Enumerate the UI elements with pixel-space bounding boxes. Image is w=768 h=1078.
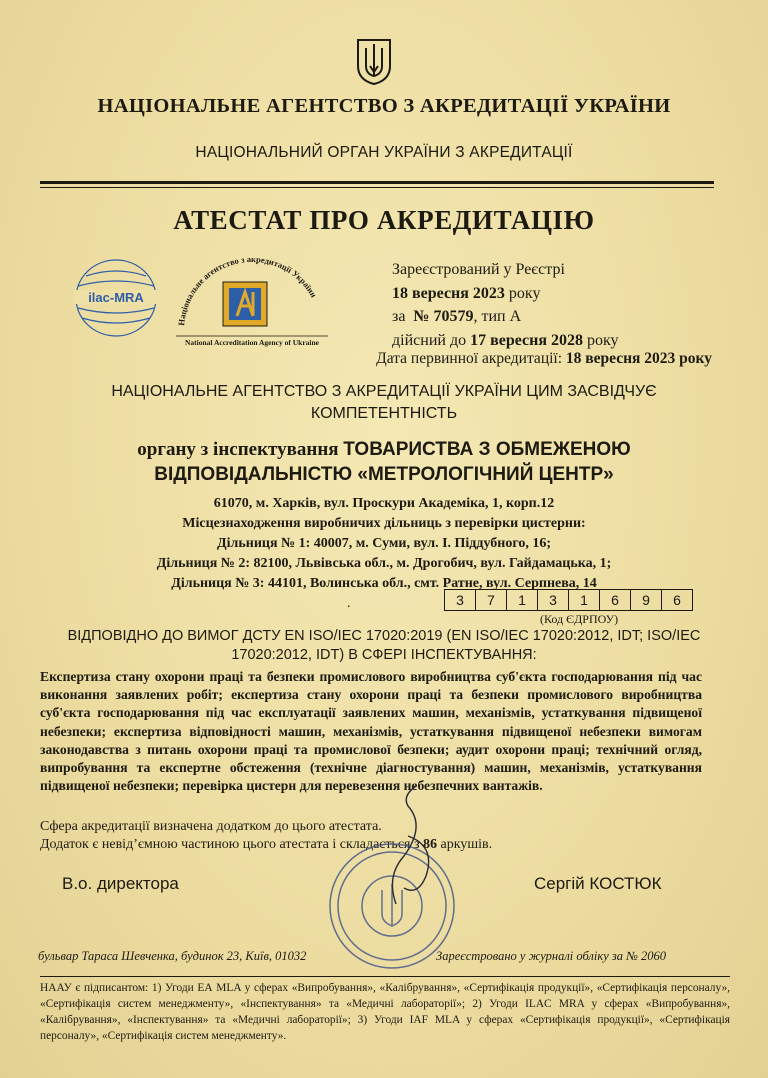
- address-line: Дільниця № 2: 82100, Львівська обл., м. Дрогобич, вул. Гайдамацька, 1;: [156, 556, 612, 571]
- footer-divider: [40, 976, 730, 977]
- edrpou-label: (Код ЄДРПОУ): [540, 612, 619, 626]
- registry-number-line: за № 70579, тип А: [392, 308, 522, 325]
- body-name: ТОВАРИСТВА З ОБМЕЖЕНОЮ ВІДПОВІДАЛЬНІСТЮ «МЕТРОЛОГІЧНИЙ ЦЕНТР»: [154, 439, 631, 485]
- edrpou-digit: 3: [444, 589, 476, 611]
- body-type: органу з інспектування: [137, 439, 344, 460]
- address-line: Дільниця № 1: 40007, м. Суми, вул. І. Піддубного, 16;: [216, 536, 552, 551]
- registry-line: Зареєстрований у Реєстрі: [392, 261, 565, 278]
- ilac-logo-text: ilac-MRA: [88, 290, 144, 305]
- scope-text: Експертиза стану охорони праці та безпеки промислового виробництва суб'єкта господарювання під час виконання заявлених робіт; експертиза стану охорони праці та безпеки промислового виробництва суб'єкта господарювання під час експлуатації заявлених машин, механізмів, устаткування підвищеної небезпеки; експертиза відповідності машин, механізмів, устаткування підвищеної небезпеки вимогам законодавства з питань охорони праці та промислової безпеки; аудит охорони праці; технічний огляд, випробування та експертне обстеження (технічне діагностування) машин, механізмів, устаткування підвищеної небезпеки; перевірка цистерн для перевезення небезпечних вантажів.: [40, 669, 702, 794]
- ilac-mra-logo: [72, 256, 160, 340]
- registration-block: [392, 258, 619, 352]
- first-accreditation-date: Дата первинної акредитації: 18 вересня 2023 року: [376, 350, 712, 367]
- certifies-statement: НАЦІОНАЛЬНЕ АГЕНТСТВО З АКРЕДИТАЦІЇ УКРАЇНИ ЦИМ ЗАСВІДЧУЄ КОМПЕТЕНТНІСТЬ: [111, 383, 657, 422]
- naau-logo: [168, 244, 334, 348]
- agency-title: НАЦІОНАЛЬНЕ АГЕНТСТВО З АКРЕДИТАЦІЇ УКРАЇНИ: [97, 95, 671, 117]
- address-block: [40, 494, 728, 594]
- standard-statement: ВІДПОВІДНО ДО ВИМОГ ДСТУ EN ISO/IEC 17020:2019 (EN ISO/IEC 17020:2012, IDT; ISO/IEC 17020:2012, IDT) В СФЕРІ ІНСПЕКТУВАННЯ:: [67, 628, 701, 663]
- validity-line: дійсний до 17 вересня 2028 року: [392, 331, 619, 349]
- scope-note-annex: Сфера акредитації визначена додатком до цього атестата.: [40, 819, 382, 834]
- trident-icon: [354, 36, 394, 86]
- edrpou-digit: 3: [537, 589, 569, 611]
- agency-address: бульвар Тараса Шевченка, будинок 23, Київ, 01032: [38, 949, 307, 963]
- accredited-body: [40, 437, 728, 487]
- address-line: Місцезнаходження виробничих дільниць з перевірки цистерни:: [182, 516, 586, 531]
- director-signature: [356, 776, 466, 906]
- edrpou-digit: 1: [568, 589, 600, 611]
- address-line: Дільниця № 3: 44101, Волинська обл., смт. Ратне, вул. Серпнева, 14: [171, 576, 597, 591]
- edrpou-digit: 1: [506, 589, 538, 611]
- edrpou-digit: 9: [630, 589, 662, 611]
- agency-subtitle: НАЦІОНАЛЬНИЙ ОРГАН УКРАЇНИ З АКРЕДИТАЦІЇ: [195, 144, 573, 161]
- edrpou-digit: 6: [599, 589, 631, 611]
- document-title: АТЕСТАТ ПРО АКРЕДИТАЦІЮ: [173, 205, 595, 235]
- naau-caption: National Accreditation Agency of Ukraine: [184, 338, 320, 347]
- address-line: 61070, м. Харків, вул. Проскури Академіка, 1, корп.12: [213, 496, 555, 511]
- journal-registration: Зареєстровано у журналі обліку за № 2060: [436, 949, 667, 963]
- naau-arc-text: Національне агентство з акредитації України: [176, 253, 320, 327]
- footnote: НААУ є підписантом: 1) Угоди ЕА MLA у сферах «Випробування», «Калібрування», «Сертифікація продукції», «Сертифікація персоналу», «Сертифікація систем менеджменту», «Інспектування» та «Медичні лабораторії»; 2) Угоди ILAC MRA у сферах «Випробування», «Калібрування», «Інспектування» та «Медичні лабораторії»; 3) Угоди IAF MLA у сферах «Сертифікація продукції», «Сертифікація персоналу», «Сертифікація систем менеджменту».: [40, 982, 730, 1042]
- signatory-name: Сергій КОСТЮК: [534, 874, 662, 893]
- scope-note-sheets: Додаток є невід’ємною частиною цього атестата і складається з 86 аркушів.: [40, 837, 493, 852]
- certificate-page: НАЦІОНАЛЬНЕ АГЕНТСТВО З АКРЕДИТАЦІЇ УКРАЇНИ НАЦІОНАЛЬНИЙ ОРГАН УКРАЇНИ З АКРЕДИТАЦІЇ АТЕСТАТ ПРО АКРЕДИТАЦІЮ ilac-MRA Національне агентство з акредитації України National Accreditation Agency of Ukraine Зареєстрований у Реєстрі 18 вересня 2023 року за № 70579, тип А дійсний до 17 вересня 2028 року Дата первинної акредитації: 18 вересня 2023 року НАЦІОНАЛЬНЕ АГЕНТСТВО З АКРЕДИТАЦІЇ УКРАЇНИ ЦИМ ЗАСВІДЧУЄ КОМПЕТЕНТНІСТЬ органу з інспектування ТОВАРИСТВА З ОБМЕЖЕНОЮ ВІДПОВІДАЛЬНІСТЮ «МЕТРОЛОГІЧНИЙ ЦЕНТР» 61070, м. Харків, вул. Проскури Академіка, 1, корп.12 Місцезнаходження виробничих дільниць з перевірки цистерни: Дільниця № 1: 40007, м. Суми, вул. І. Піддубного, 16; Дільниця № 2: 82100, Львівська обл., м. Дрогобич, вул. Гайдамацька, 1; Дільниця № 3: 44101, Волинська обл., смт. Ратне, вул. Серпнева, 14 . 3 7 1 3 1 6 9 6 (Код ЄДРПОУ) ВІДПОВІДНО ДО ВИМОГ ДСТУ EN ISO/IEC 17020:2019 (EN ISO/IEC 17020:2012, IDT; ISO/IEC 17020:2012, IDT) В СФЕРІ ІНСПЕКТУВАННЯ: Експертиза стану охорони праці та безпеки промислового виробництва суб'єкта господарювання під час виконання заявлених робіт; експертиза стану охорони праці та безпеки промислового виробництва суб'єкта господарювання під час експлуатації заявлених машин, механізмів, устаткування підвищеної небезпеки; експертиза відповідності машин, механізмів, устаткування підвищеної небезпеки вимогам законодавства з питань охорони праці та промислової безпеки; аудит охорони праці; технічний огляд, випробування та експертне обстеження (технічне діагностування) машин, механізмів, устаткування підвищеної небезпеки; перевірка цистерн для перевезення небезпечних вантажів. Сфера акредитації визначена додатком до цього атестата. Додаток є невід’ємною частиною цього атестата і складається з 86 аркушів. В.о. директора Сергій КОСТЮК бульвар Тараса Шевченка, будинок 23, Київ, 01032 Зареєстровано у журналі обліку за № 2060 НААУ є підписантом: 1) Угоди ЕА MLA у сферах «Випробування», «Калібрування», «Сертифікація продукції», «Сертифікація персоналу», «Сертифікація систем менеджменту», «Інспектування» та «Медичні лабораторії»; 2) Угоди ILAC MRA у сферах «Випробування», «Калібрування», «Інспектування» та «Медичні лабораторії»; 3) Угоди IAF MLA у сферах «Сертифікація продукції», «Сертифікація персоналу», «Сертифікація систем менеджменту».: [0, 0, 768, 1078]
- edrpou-code: [445, 589, 693, 611]
- registry-date-line: 18 вересня 2023 року: [392, 284, 541, 302]
- header-divider: [40, 181, 714, 184]
- signatory-position: В.о. директора: [62, 874, 179, 893]
- header-divider-thin: [40, 187, 714, 188]
- edrpou-digit: 6: [661, 589, 693, 611]
- edrpou-digit: 7: [475, 589, 507, 611]
